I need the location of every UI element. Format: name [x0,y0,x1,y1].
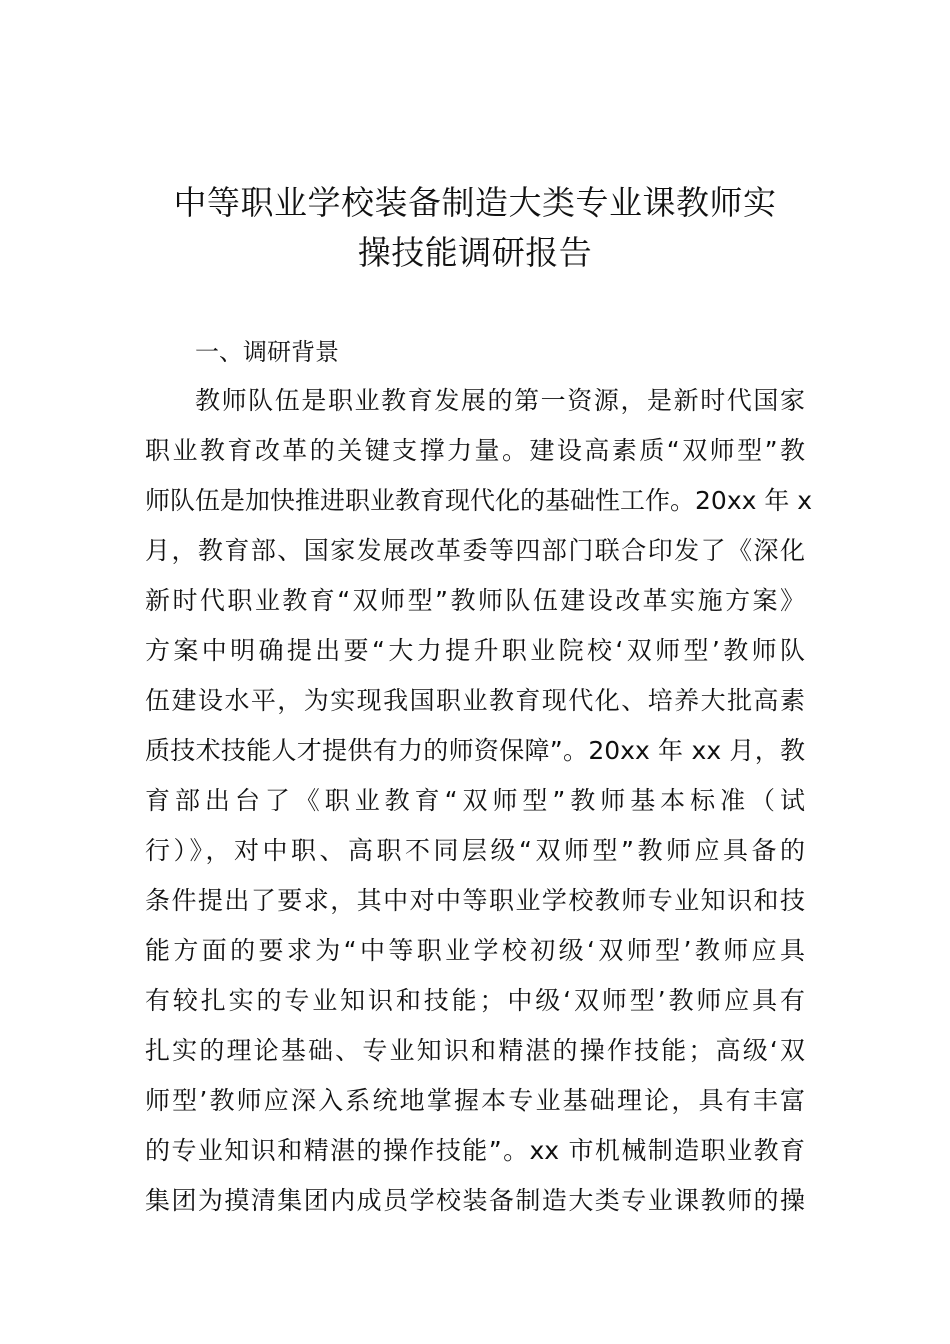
paragraph-line-7: 伍建设水平，为实现我国职业教育现代化、培养大批高素 [145,686,805,715]
paragraph-line-12: 能方面的要求为“中等职业学校初级‘双师型’教师应具 [145,936,805,965]
document-title-line-2: 操技能调研报告 [357,233,593,272]
paragraph-line-6: 方案中明确提出要“大力提升职业院校‘双师型’教师队 [145,636,805,665]
paragraph-line-13: 有较扎实的专业知识和技能；中级‘双师型’教师应具有 [145,986,805,1015]
paragraph-line-4: 月，教育部、国家发展改革委等四部门联合印发了《深化 [145,536,805,565]
paragraph-line-8: 质技术技能人才提供有力的师资保障”。20xx 年 xx 月，教 [145,736,805,765]
paragraph-line-9: 育部出台了《职业教育“双师型”教师基本标准（试 [145,786,805,815]
paragraph-line-3: 师队伍是加快推进职业教育现代化的基础性工作。20xx 年 x [145,486,813,515]
paragraph-line-11: 条件提出了要求，其中对中等职业学校教师专业知识和技 [145,886,805,915]
paragraph-line-15: 师型’教师应深入系统地掌握本专业基础理论，具有丰富 [145,1086,805,1115]
paragraph-line-5: 新时代职业教育“双师型”教师队伍建设改革实施方案》 [145,586,805,615]
paragraph-line-1: 教师队伍是职业教育发展的第一资源，是新时代国家 [195,386,805,415]
paragraph-line-17: 集团为摸清集团内成员学校装备制造大类专业课教师的操 [145,1186,805,1215]
paragraph-line-2: 职业教育改革的关键支撑力量。建设高素质“双师型”教 [145,436,805,465]
paragraph-line-16: 的专业知识和精湛的操作技能”。xx 市机械制造职业教育 [145,1136,805,1165]
document-title-line-1: 中等职业学校装备制造大类专业课教师实 [173,183,777,222]
paragraph-line-10: 行）》，对中职、高职不同层级“双师型”教师应具备的 [145,836,805,865]
section-heading: 一、调研背景 [195,338,339,366]
paragraph-line-14: 扎实的理论基础、专业知识和精湛的操作技能；高级‘双 [145,1036,805,1065]
